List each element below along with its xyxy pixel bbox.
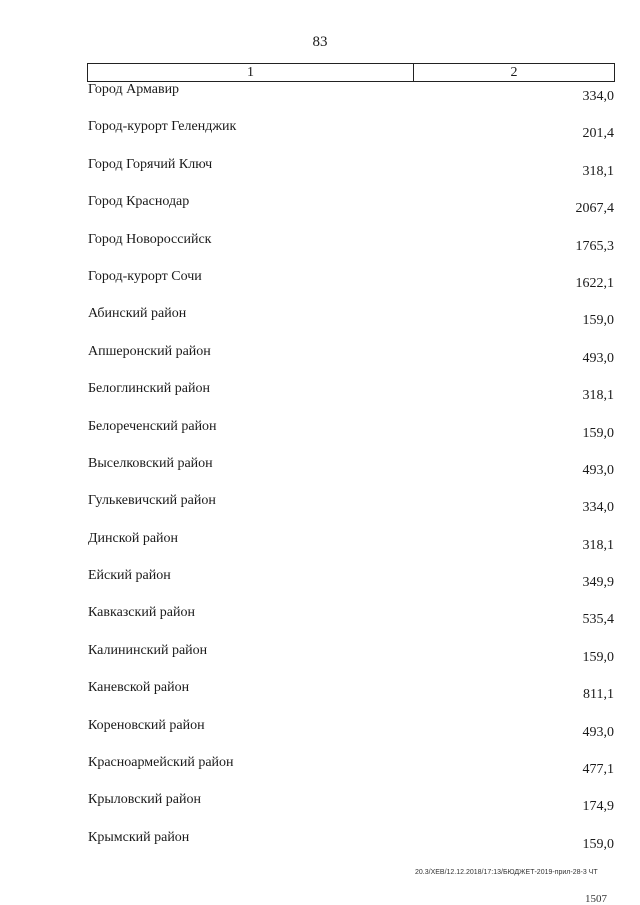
row-value: 1622,1 bbox=[575, 275, 614, 291]
table-row bbox=[0, 306, 640, 343]
row-name: Красноармейский район bbox=[88, 755, 234, 771]
table-row bbox=[0, 419, 640, 456]
row-name: Выселковский район bbox=[88, 455, 213, 471]
row-value: 159,0 bbox=[582, 836, 614, 852]
table-row bbox=[0, 605, 640, 642]
row-name: Гулькевичский район bbox=[88, 493, 216, 509]
table-row bbox=[0, 792, 640, 829]
row-name: Белоглинский район bbox=[88, 381, 210, 397]
page-number: 83 bbox=[312, 34, 328, 50]
table-row bbox=[0, 568, 640, 605]
row-value: 334,0 bbox=[582, 500, 614, 516]
table-row bbox=[0, 194, 640, 231]
table-row bbox=[0, 157, 640, 194]
footer-document-code: 20.3/ХЕВ/12.12.2018/17:13/БЮДЖЕТ-2019-прил-28-3 ЧТ bbox=[415, 869, 598, 876]
row-name: Калининский район bbox=[88, 642, 208, 658]
row-name: Город Горячий Ключ bbox=[88, 156, 213, 172]
row-value: 349,9 bbox=[582, 575, 614, 591]
row-name: Кавказский район bbox=[88, 605, 196, 621]
row-name: Город Новороссийск bbox=[88, 231, 212, 247]
row-value: 159,0 bbox=[582, 313, 614, 329]
row-name: Город-курорт Геленджик bbox=[88, 119, 237, 135]
row-value: 201,4 bbox=[582, 126, 614, 142]
row-value: 493,0 bbox=[582, 724, 614, 740]
row-value: 2067,4 bbox=[575, 201, 614, 217]
row-name: Белореченский район bbox=[88, 418, 217, 434]
table-header bbox=[87, 63, 615, 82]
row-name: Город Краснодар bbox=[88, 194, 190, 210]
header-col-2: 2 bbox=[510, 65, 518, 80]
row-value: 159,0 bbox=[582, 425, 614, 441]
row-value: 535,4 bbox=[582, 612, 614, 628]
row-value: 318,1 bbox=[582, 537, 614, 553]
table-row bbox=[0, 493, 640, 530]
row-name: Динской район bbox=[88, 530, 179, 546]
table-row bbox=[0, 830, 640, 867]
table-row bbox=[0, 119, 640, 156]
table-row bbox=[0, 232, 640, 269]
table-row bbox=[0, 82, 640, 119]
row-name: Ейский район bbox=[88, 568, 171, 584]
row-value: 493,0 bbox=[582, 462, 614, 478]
row-name: Крымский район bbox=[88, 829, 190, 845]
row-value: 174,9 bbox=[582, 799, 614, 815]
row-name: Апшеронский район bbox=[88, 343, 211, 359]
row-value: 159,0 bbox=[582, 649, 614, 665]
row-value: 334,0 bbox=[582, 89, 614, 104]
table-row bbox=[0, 531, 640, 568]
header-col-1: 1 bbox=[88, 64, 414, 81]
table-row bbox=[0, 755, 640, 792]
row-value: 477,1 bbox=[582, 762, 614, 778]
row-name: Город-курорт Сочи bbox=[88, 268, 202, 284]
table-row bbox=[0, 718, 640, 755]
table-body bbox=[0, 82, 640, 867]
table-row bbox=[0, 680, 640, 717]
table-row bbox=[0, 269, 640, 306]
table-row bbox=[0, 643, 640, 680]
footer-page-stamp: 1507 bbox=[585, 893, 607, 905]
row-name: Каневской район bbox=[88, 680, 190, 696]
row-value: 493,0 bbox=[582, 350, 614, 366]
row-value: 318,1 bbox=[582, 388, 614, 404]
row-value: 1765,3 bbox=[575, 238, 614, 254]
row-name: Абинский район bbox=[88, 306, 187, 322]
row-name: Кореновский район bbox=[88, 717, 205, 733]
row-value: 318,1 bbox=[582, 163, 614, 179]
table-row bbox=[0, 456, 640, 493]
row-value: 811,1 bbox=[583, 687, 614, 703]
row-name: Город Армавир bbox=[88, 82, 180, 97]
table-row bbox=[0, 381, 640, 418]
row-name: Крыловский район bbox=[88, 792, 201, 808]
table-row bbox=[0, 344, 640, 381]
